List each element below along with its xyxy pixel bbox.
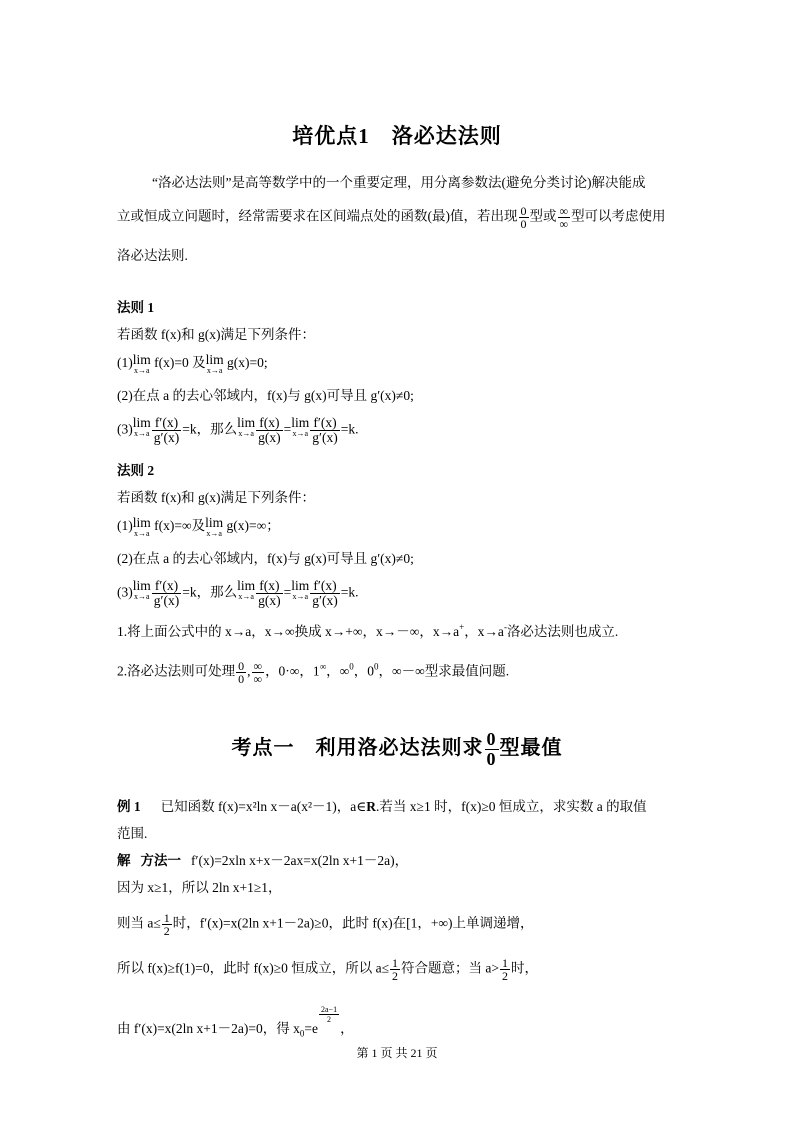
inf-over-inf-fraction: $\frac{\infty}{\infty}$ (253, 659, 263, 686)
rule2-item-1: (1) lim x→a f(x)=∞及 lim x→a g(x)=∞； (117, 515, 280, 538)
one-half-fraction: $\frac{1}{2}$ (502, 956, 509, 983)
rule2-item-2: (2)在点 a 的去心邻域内，f(x)与 g(x)可导且 g′(x)≠0; (117, 551, 414, 566)
intro-line-3: 洛必达法则. (117, 248, 188, 263)
zero-over-zero-fraction: $\frac{0}{0}$ (486, 729, 497, 769)
solution-line-5: 由 f′(x)=x(2ln x+1－2a)=0，得 $x_0=e$ $\frac{2a-1}{2}$ ， (117, 1005, 354, 1039)
limit-operator: lim x→a (132, 515, 151, 538)
rule1-condition: 若函数 f(x)和 g(x)满足下列条件： (117, 327, 315, 342)
intro-line-1: “洛必达法则”是高等数学中的一个重要定理，用分离参数法(避免分类讨论)解决能成 (152, 175, 646, 190)
limit-operator: lim x→a (237, 415, 256, 438)
derivative-fraction: $\frac{f'(x)}{g'(x)}$ (312, 415, 338, 445)
limit-operator: lim x→a (132, 352, 151, 375)
exponent: $\frac{2a-1}{2}$ (321, 1005, 338, 1025)
rule1-item-2: (2)在点 a 的去心邻域内，f(x)与 g(x)可导且 g′(x)≠0; (117, 388, 414, 403)
zero-over-zero-fraction: $\frac{0}{0}$ (238, 659, 245, 686)
rule2-heading: 法则 2 (117, 463, 155, 478)
derivative-fraction: $\frac{f'(x)}{g'(x)}$ (312, 578, 338, 608)
solution-line-1: 解 方法一 f′(x)=2xln x+x－2ax=x(2ln x+1－2a)， (117, 853, 409, 868)
rule2-condition: 若函数 f(x)和 g(x)满足下列条件： (117, 490, 315, 505)
example-line-1: 例 1 已知函数 f(x)=x²ln x－a(x²－1)，a∈R.若当 x≥1 时，f(x)≥0 恒成立，求实数 a 的取值 (117, 799, 647, 814)
derivative-fraction: $\frac{f'(x)}{g'(x)}$ (153, 578, 180, 608)
rule1-item-3: (3) lim x→a $\frac{f'(x)}{g'(x)}$ =k，那么 lim x→a $\frac{f(x)}{g(x)}$ = lim x→a $\frac{f'(x)}{g'(x)}$ =k. (117, 415, 359, 445)
rule2-item-3: (3) lim x→a $\frac{f'(x)}{g'(x)}$ =k，那么 lim x→a $\frac{f(x)}{g(x)}$ = lim x→a $\frac{f'(x)}{g'(x)}$ =k. (117, 578, 359, 608)
one-half-fraction: $\frac{1}{2}$ (163, 911, 170, 938)
solution-line-2: 因为 x≥1，所以 2ln x+1≥1， (117, 880, 282, 895)
limit-operator: lim x→a (205, 515, 224, 538)
section-heading: 考点一 利用洛必达法则求 $\frac{0}{0}$ 型最值 (231, 729, 563, 769)
rule1-item-1: (1) lim x→a f(x)=0 及 lim x→a g(x)=0; (117, 352, 268, 375)
limit-operator: lim x→a (205, 352, 224, 375)
page-title: 培优点1 洛必达法则 (292, 124, 502, 148)
solution-line-4: 所以 f(x)≥f(1)=0，此时 f(x)≥0 恒成立，所以 a≤ $\frac{1}{2}$ 符合题意；当 a> $\frac{1}{2}$ 时， (117, 956, 539, 983)
limit-operator: lim x→a (132, 415, 151, 438)
one-half-fraction: $\frac{1}{2}$ (392, 956, 399, 983)
function-fraction: $\frac{f(x)}{g(x)}$ (258, 415, 281, 445)
inf-over-inf-fraction: $\frac{\infty}{\infty}$ (559, 204, 569, 231)
intro-line-2: 立或恒成立问题时，经常需要求在区间端点处的函数(最)值，若出现 $\frac{0}{0}$ 型或 $\frac{\infty}{\infty}$ 型可以考虑使用 (117, 204, 666, 231)
example-line-2: 范围. (117, 826, 148, 841)
function-fraction: $\frac{f(x)}{g(x)}$ (258, 578, 281, 608)
zero-over-zero-fraction: $\frac{0}{0}$ (520, 204, 527, 231)
rule1-heading: 法则 1 (117, 300, 155, 315)
derivative-fraction: $\frac{f'(x)}{g'(x)}$ (153, 415, 180, 445)
limit-operator: lim x→a (291, 415, 310, 438)
limit-operator: lim x→a (132, 578, 151, 601)
page-footer: 第 1 页 共 21 页 (356, 1046, 438, 1060)
note-1: 1.将上面公式中的 x→a，x→∞换成 x→+∞，x→－∞，x→a+，x→a-洛必达法则也成立. (117, 622, 619, 639)
note-2: 2.洛必达法则可处理 $\frac{0}{0}$ , $\frac{\infty}{\infty}$ ，0·∞，1∞，∞$^0$，$0^0$，∞－∞型求最值问题. (117, 659, 510, 686)
solution-line-3: 则当 a≤ $\frac{1}{2}$ 时，f′(x)=x(2ln x+1－2a)≥0，此时 f(x)在[1，+∞)上单调递增， (117, 911, 534, 938)
limit-operator: lim x→a (291, 578, 310, 601)
limit-operator: lim x→a (237, 578, 256, 601)
